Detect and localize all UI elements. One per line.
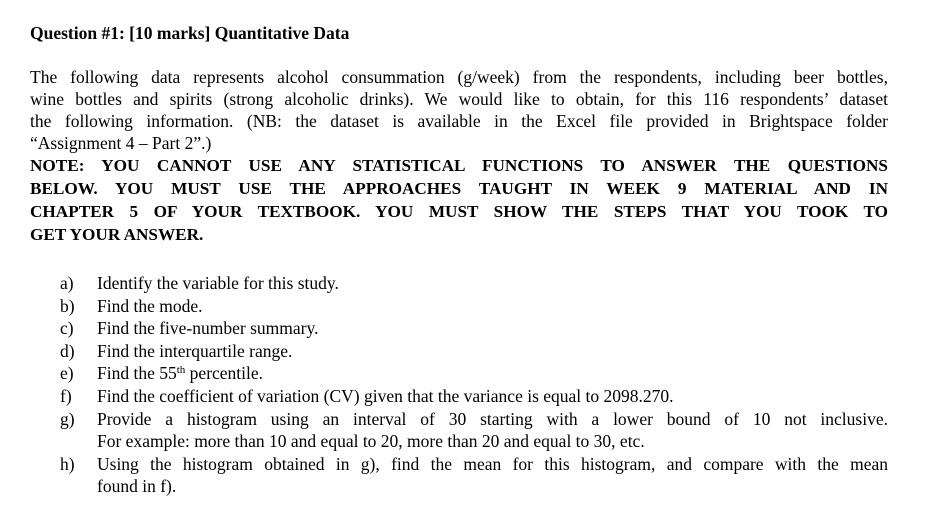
question-text [97,408,888,453]
question-marker: e) [60,363,74,384]
question-text: Find the coefficient of variation (CV) given that the variance is equal to 2098.270. [97,385,674,406]
question-line: found in f). [97,476,177,497]
question-heading: Question #1: [10 marks] Quantitative Data [30,23,350,43]
question-marker: g) [60,408,75,429]
question-item-d [60,340,888,363]
note-paragraph [30,154,888,246]
question-line: For example: more than 10 and equal to 20, more than 20 and equal to 30, etc. [97,431,645,452]
intro-line: the following information. (NB: the dataset is available in the Excel file provided in Brightspace folder [30,111,888,131]
question-item-b [60,295,888,318]
question-line: Provide a histogram using an interval of 30 starting with a lower bound of 10 not inclusive. [97,408,888,429]
question-item-a [60,272,888,295]
question-item-h [60,453,888,498]
question-text: Find the interquartile range. [97,340,293,361]
question-marker: d) [60,340,75,361]
question-marker: b) [60,295,75,316]
question-item-g [60,408,888,453]
question-item-c [60,317,888,340]
intro-paragraph [30,66,888,154]
note-line: BELOW. YOU MUST USE THE APPROACHES TAUGHT IN WEEK 9 MATERIAL AND IN [30,179,888,198]
question-list [30,272,888,498]
ordinal-superscript: th [176,364,186,377]
note-line: GET YOUR ANSWER. [30,225,204,244]
intro-line: “Assignment 4 – Part 2”.) [30,133,212,153]
question-item-f [60,385,888,408]
question-text-start: Find the 55 [97,363,177,384]
note-line: NOTE: YOU CANNOT USE ANY STATISTICAL FUNCTIONS TO ANSWER THE QUESTIONS [30,156,888,175]
question-text [97,363,263,383]
document-page [30,18,888,498]
question-text: Identify the variable for this study. [97,273,339,293]
note-line: CHAPTER 5 OF YOUR TEXTBOOK. YOU MUST SHOW THE STEPS THAT YOU TOOK TO [30,202,888,221]
intro-line: The following data represents alcohol consummation (g/week) from the respondents, including beer bottles, [30,67,888,87]
intro-line: wine bottles and spirits (strong alcoholic drinks). We would like to obtain, for this 116 respondents’ dataset [30,89,888,109]
question-text: Find the mode. [97,295,203,316]
question-text-end: percentile. [185,363,264,384]
question-item-e [60,362,888,385]
question-marker: a) [60,273,74,293]
question-marker: h) [60,453,75,474]
question-text: Find the five-number summary. [97,318,319,339]
question-text [97,453,888,498]
question-line: Using the histogram obtained in g), find the mean for this histogram, and compare with the mean [97,453,888,474]
question-marker: c) [60,318,74,339]
question-marker: f) [60,385,72,406]
